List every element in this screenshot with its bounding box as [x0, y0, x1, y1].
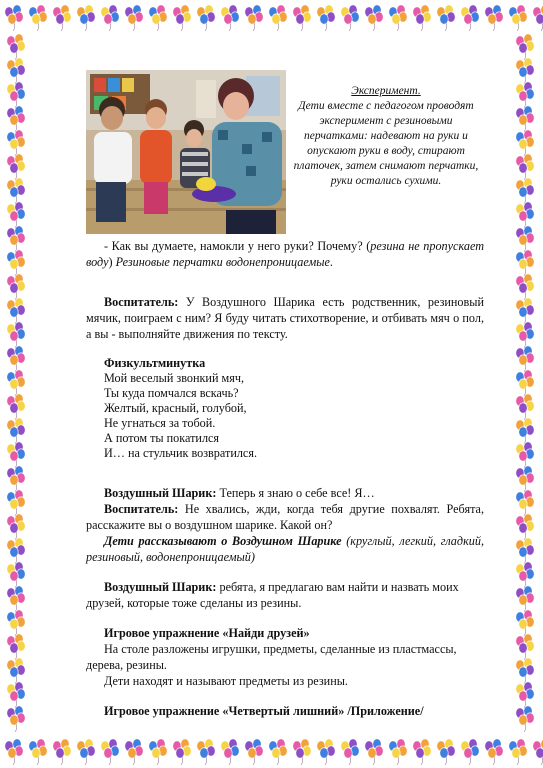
- balloon-icon: [516, 442, 534, 468]
- balloon-icon: [173, 5, 191, 31]
- experiment-photo: [86, 70, 286, 234]
- poem-line: Ты куда помчался вскачь?: [104, 386, 239, 400]
- balloon-icon: [437, 739, 455, 765]
- balloon-icon: [461, 739, 479, 765]
- balloon-paragraph-1: Воздушный Шарик: Теперь я знаю о себе все! Я…: [104, 486, 375, 500]
- balloon-icon: [7, 706, 25, 732]
- balloon-icon: [516, 106, 534, 132]
- balloon-icon: [7, 82, 25, 108]
- balloon-icon: [413, 739, 431, 765]
- balloon-icon: [7, 514, 25, 540]
- balloon-icon: [77, 5, 95, 31]
- game-description-2: Дети находят и называют предметы из резины.: [104, 674, 348, 688]
- balloon-icon: [365, 739, 383, 765]
- balloon-icon: [7, 442, 25, 468]
- balloon-icon: [7, 58, 25, 84]
- speaker-balloon: Воздушный Шарик:: [104, 486, 217, 500]
- poem-lines: [86, 371, 484, 461]
- balloon-icon: [317, 5, 335, 31]
- top-balloon-border: [0, 0, 543, 34]
- balloon-icon: [516, 298, 534, 324]
- bottom-balloon-border: [0, 734, 543, 768]
- question-paragraph: - Как вы думаете, намокли у него руки? Почему? (резина не пропускает воду) Резиновые перчатки водонепроницаемые.: [86, 239, 484, 269]
- balloon-icon: [516, 682, 534, 708]
- speaker-balloon: Воздушный Шарик:: [104, 580, 217, 594]
- balloon-icon: [516, 370, 534, 396]
- balloon-icon: [7, 370, 25, 396]
- balloon-icon: [149, 5, 167, 31]
- caption-title: Эксперимент.: [351, 85, 421, 97]
- balloon-icon: [516, 226, 534, 252]
- balloon-icon: [293, 739, 311, 765]
- balloon-icon: [516, 466, 534, 492]
- balloon-icon: [125, 739, 143, 765]
- balloon-icon: [5, 5, 23, 31]
- balloon-icon: [7, 538, 25, 564]
- balloon-icon: [197, 739, 215, 765]
- balloon-icon: [516, 322, 534, 348]
- balloon-icon: [125, 5, 143, 31]
- balloon-icon: [7, 394, 25, 420]
- balloon-icon: [341, 5, 359, 31]
- balloon-icon: [516, 154, 534, 180]
- left-balloon-border: [0, 34, 34, 734]
- balloon-icon: [7, 562, 25, 588]
- balloon-icon: [516, 82, 534, 108]
- balloon-icon: [485, 5, 503, 31]
- balloon-paragraph-2: Воздушный Шарик: ребята, я предлагаю вам найти и назвать моих друзей, которые тоже сделаны из резины.: [86, 580, 459, 610]
- children-paragraph: Дети рассказывают о Воздушном Шарике (круглый, легкий, гладкий, резиновый, водонепроницаемый): [86, 534, 484, 564]
- teacher-paragraph-1: Воспитатель: У Воздушного Шарика есть родственник, резиновый мячик, поиграем с ним? Я буду читать стихотворение, и отбивать мяч о пол, а вы - выполняйте движения по тексту.: [86, 295, 484, 341]
- balloon-icon: [7, 274, 25, 300]
- balloon-icon: [516, 562, 534, 588]
- balloon-icon: [29, 5, 47, 31]
- poem-line: Желтый, красный, голубой,: [104, 401, 247, 415]
- poem-line: Мой веселый звонкий мяч,: [104, 371, 245, 385]
- balloon-icon: [7, 178, 25, 204]
- balloon-icon: [317, 739, 335, 765]
- balloon-icon: [7, 154, 25, 180]
- balloon-icon: [7, 34, 25, 60]
- balloon-icon: [7, 298, 25, 324]
- photo-caption: [288, 84, 484, 189]
- balloon-icon: [7, 586, 25, 612]
- balloon-icon: [7, 610, 25, 636]
- balloon-icon: [516, 250, 534, 276]
- balloon-icon: [516, 586, 534, 612]
- balloon-icon: [516, 514, 534, 540]
- balloon-icon: [516, 610, 534, 636]
- balloon-icon: [5, 739, 23, 765]
- game-title-1: Игровое упражнение «Найди друзей»: [104, 626, 310, 640]
- balloon-icon: [516, 490, 534, 516]
- balloon-icon: [269, 739, 287, 765]
- speaker-teacher: Воспитатель:: [104, 502, 179, 516]
- balloon-icon: [29, 739, 47, 765]
- balloon-icon: [7, 322, 25, 348]
- balloon-icon: [437, 5, 455, 31]
- balloon-icon: [516, 58, 534, 84]
- balloon-icon: [509, 739, 527, 765]
- balloon-icon: [516, 202, 534, 228]
- balloon-icon: [516, 658, 534, 684]
- balloon-icon: [7, 250, 25, 276]
- balloon-icon: [293, 5, 311, 31]
- right-balloon-border: [509, 34, 543, 734]
- balloon-icon: [221, 5, 239, 31]
- balloon-icon: [149, 739, 167, 765]
- balloon-icon: [7, 202, 25, 228]
- balloon-icon: [516, 538, 534, 564]
- balloon-icon: [485, 739, 503, 765]
- balloon-icon: [173, 739, 191, 765]
- teacher-paragraph-2: Воспитатель: Не хвались, жди, когда тебя другие похвалят. Ребята, расскажите вы о воздушном шарике. Какой он?: [86, 502, 484, 532]
- balloon-icon: [516, 634, 534, 660]
- balloon-icon: [101, 739, 119, 765]
- balloon-icon: [516, 706, 534, 732]
- balloon-icon: [461, 5, 479, 31]
- balloon-icon: [101, 5, 119, 31]
- balloon-icon: [53, 739, 71, 765]
- balloon-icon: [245, 739, 263, 765]
- poem-line: Не угнаться за тобой.: [104, 416, 216, 430]
- balloon-icon: [197, 5, 215, 31]
- balloon-icon: [509, 5, 527, 31]
- balloon-icon: [7, 658, 25, 684]
- balloon-icon: [533, 5, 543, 31]
- balloon-icon: [7, 634, 25, 660]
- balloon-icon: [7, 418, 25, 444]
- balloon-icon: [533, 739, 543, 765]
- balloon-icon: [389, 5, 407, 31]
- balloon-icon: [53, 5, 71, 31]
- balloon-icon: [341, 739, 359, 765]
- lesson-text: [86, 238, 484, 719]
- game-title-2: Игровое упражнение «Четвертый лишний» /Приложение/: [104, 704, 424, 718]
- balloon-icon: [221, 739, 239, 765]
- balloon-icon: [389, 739, 407, 765]
- balloon-icon: [365, 5, 383, 31]
- poem-line: А потом ты покатился: [104, 431, 220, 445]
- balloon-icon: [7, 490, 25, 516]
- physical-minute-title: Физкультминутка: [104, 356, 206, 370]
- balloon-icon: [7, 226, 25, 252]
- speaker-teacher: Воспитатель:: [104, 295, 179, 309]
- balloon-icon: [516, 274, 534, 300]
- balloon-icon: [516, 418, 534, 444]
- balloon-icon: [269, 5, 287, 31]
- poem-line: И… на стульчик возвратился.: [104, 446, 257, 460]
- balloon-icon: [7, 130, 25, 156]
- game-description-1: На столе разложены игрушки, предметы, сделанные из пластмассы, дерева, резины.: [86, 642, 457, 672]
- balloon-icon: [7, 346, 25, 372]
- balloon-icon: [77, 739, 95, 765]
- caption-body: Дети вместе с педагогом проводят эксперимент с резиновыми перчатками: надевают на руки и опускают руки в воду, стирают платочек, затем снимают перчатки, руки остались сухими.: [293, 100, 479, 187]
- balloon-icon: [245, 5, 263, 31]
- balloon-icon: [413, 5, 431, 31]
- balloon-icon: [516, 394, 534, 420]
- balloon-icon: [7, 682, 25, 708]
- balloon-icon: [7, 466, 25, 492]
- balloon-icon: [516, 346, 534, 372]
- balloon-icon: [516, 130, 534, 156]
- balloon-icon: [7, 106, 25, 132]
- balloon-icon: [516, 34, 534, 60]
- balloon-icon: [516, 178, 534, 204]
